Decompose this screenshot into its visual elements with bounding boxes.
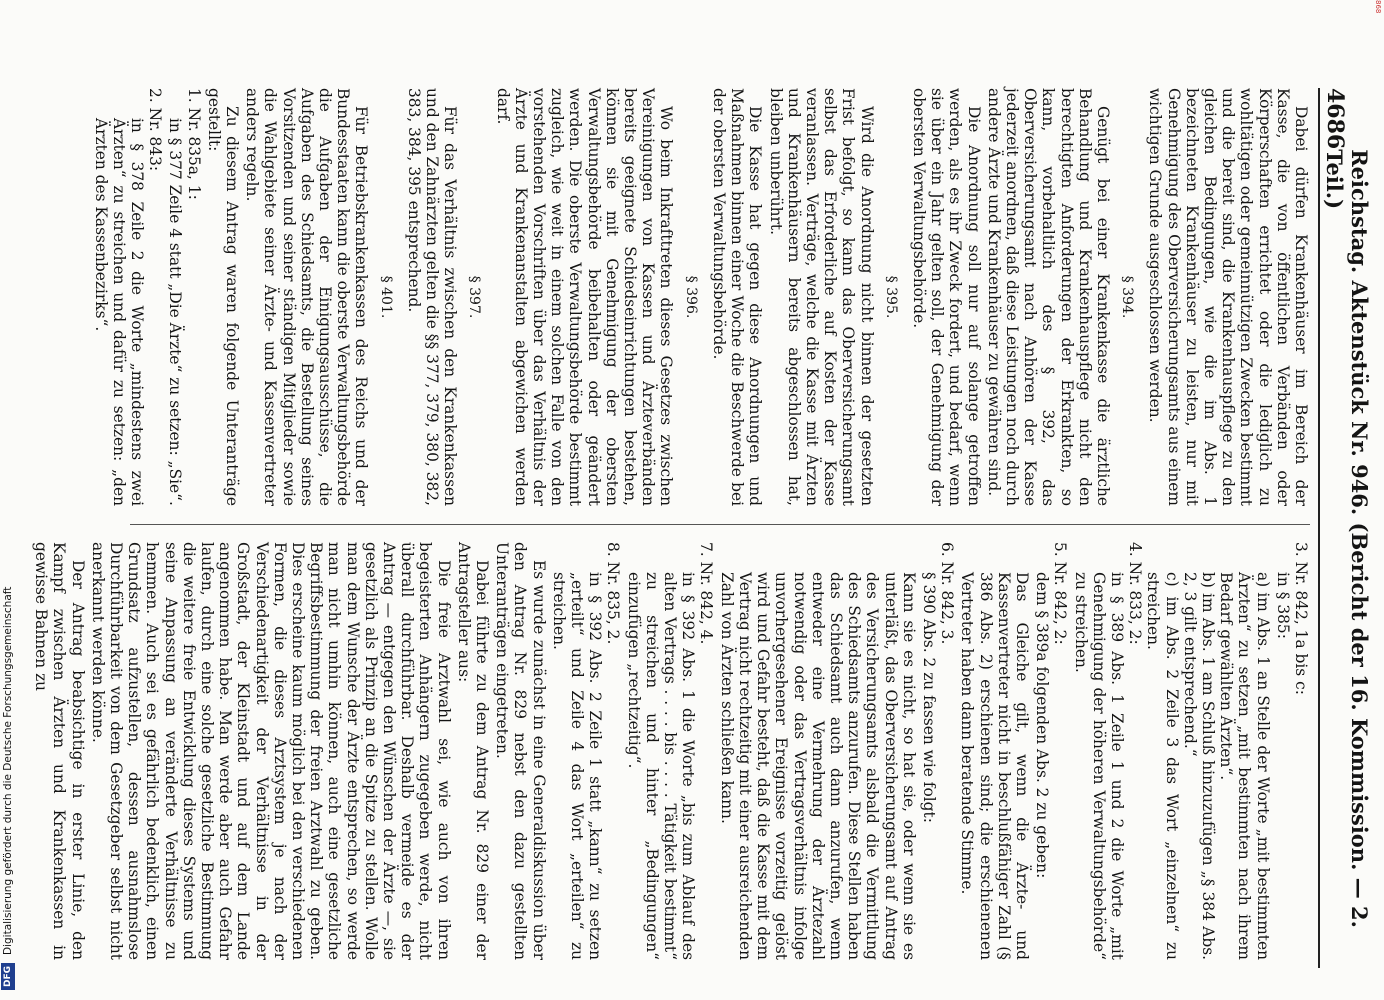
text-paragraph: 1. Nr. 835a, 1: — [184, 88, 203, 200]
page-stamp: 868 — [1374, 0, 1382, 14]
text-paragraph: in § 389 Abs. 1 Zeile 1 und 2 die Worte „mit Genehmigung der höheren Verwaltungsbehörde“ zu streichen. — [1071, 572, 1126, 960]
text-paragraph: § 390 Abs. 2 zu fassen wie folgt: — [919, 572, 938, 823]
digitization-footer — [0, 0, 16, 990]
text-paragraph: c) im Abs. 2 Zeile 3 das Wort „einzelnen“ zu streichen. — [1144, 572, 1181, 960]
text-paragraph: Für das Verhältnis zwischen den Krankenkassen und den Zahnärzten gelten die §§ 377, 379, 380, 382, 383, 384, 395 entsprechend. — [404, 88, 460, 506]
text-paragraph: 4. Nr. 833, 2: — [1126, 542, 1145, 645]
text-paragraph: 8. Nr. 835, 2. — [604, 542, 623, 645]
text-paragraph: dem § 389a folgenden Abs. 2 zu geben: — [1033, 572, 1052, 879]
section-heading: § 396. — [682, 275, 699, 319]
text-paragraph: Es wurde zunächst in eine Generaldiskussion über den Antrag Nr. 829 nebst den dazu gestellten Unteranträgen eingetreten. — [493, 542, 548, 960]
text-paragraph: in § 385: — [1273, 572, 1292, 639]
text-paragraph: Kann sie es nicht, so hat sie, oder wenn sie es unterläßt, das Oberversicherungsamt auf Antrag des Versicherungsamts alsbald die Vermittlung des Schiedsamts anzurufen. Diese Stellen haben das Schiedsamt auch dann anzurufen, wenn entweder eine Vermehrung der Ärztezahl notwendig oder das Vertragsverhältnis infolge unvorhergesehener Ereignisse vorzeitig gelöst wird und Gefahr besteht, daß die Kasse mit dem Vertrag nicht rechtzeitig mit einer ausreichenden Zahl von Ärzten schließen kann. — [717, 572, 918, 960]
section-heading: § 394. — [1119, 275, 1136, 319]
text-paragraph: in § 378 Zeile 2 die Worte „mindestens zwei Ärzten“ zu streichen und dafür zu setzen: „den Ärzten des Kassenbezirks“. — [91, 118, 147, 506]
text-paragraph: b) im Abs. 1 am Schluß hinzuzufügen „§ 384 Abs. 2, 3 gilt entsprechend.“ — [1180, 572, 1217, 960]
text-paragraph: Wo beim Inkrafttreten dieses Gesetzes zwischen Vereinigungen von Kassen und Ärzteverbänden bereits geeignete Schiedseinrichtungen bestehen, können sie mit Genehmigung der obersten Verwaltungsbehörde beibehalten oder geändert werden. Die oberste Verwaltungsbehörde bestimmt zugleich, wie weit in einem solchen Falle von den vorstehenden Vorschriften über das Verhältnis der Ärzte und Krankenanstalten abgewichen werden darf. — [493, 88, 676, 506]
text-paragraph: in § 392 Abs. 1 die Worte „bis zum Ablauf des alten Vertrags . . . . bis . . . . Tätigkeit bestimmt“ zu streichen und hinter „Bedingungen“ einzufügen „rechtzeitig“. — [624, 572, 698, 960]
text-paragraph: Genügt bei einer Krankenkasse die ärztliche Behandlung und Krankenhauspflege nicht den berechtigten Anforderungen der Erkrankten, so kann, vorbehaltlich des § 392, das Oberversicherungsamt nach Anhören der Kasse jederzeit anordnen, daß diese Leistungen noch durch andere Ärzte und Krankenhäuser zu gewähren sind. — [984, 88, 1112, 506]
page-title: Reichstag. Aktenstück Nr. 946. (Bericht der 16. Kommission. — 2. Teil.) — [1322, 149, 1372, 928]
text-paragraph: Dabei führte zu dem Antrag Nr. 829 einer der Antragsteller aus: — [454, 542, 492, 960]
text-paragraph: 7. Nr. 842, 4. — [697, 542, 716, 645]
text-paragraph: Die Anordnung soll nur auf solange getroffen werden, als es ihr Zweck fordert, und bedarf, wenn sie über ein Jahr gelten soll, der Genehmigung der obersten Verwaltungsbehörde. — [909, 88, 983, 506]
dfg-logo: DFG — [1, 963, 15, 990]
column-divider — [130, 524, 1310, 525]
section-heading: § 397. — [466, 275, 483, 319]
text-paragraph: Der Antrag beabsichtige in erster Linie, den Kampf zwischen Ärzten und Krankenkassen in gewisse Bahnen zu — [32, 542, 87, 960]
text-paragraph: Für Betriebskrankenkassen des Reichs und der Bundesstaaten kann die oberste Verwaltungsbehörde die Aufgaben der Einigungsausschüsse, die Aufgaben des Schiedsamts, die Bestellung seines Vorsitzenden und seiner ständigen Mitglieder sowie die Wahlgebiete seiner Ärzte- und Kassenvertreter anders regeln. — [243, 88, 371, 506]
text-paragraph: in § 377 Zeile 4 statt „Die Ärzte“ zu setzen: „Sie“. — [166, 118, 185, 506]
text-paragraph: Die Kasse hat gegen diese Anordnungen und Maßnahmen binnen einer Woche die Beschwerde bei der obersten Verwaltungsbehörde. — [709, 88, 765, 506]
text-paragraph: Die freie Arztwahl sei, wie auch von ihren begeisterten Anhängern zugegeben werde, nicht überall durchführbar. Deshalb vermeide es der Antrag — entgegen den Wünschen der Ärzte —, sie gesetzlich als Prinzip an die Spitze zu stellen. Wolle man dem Wunsche der Ärzte entsprechen, so werde man nicht umhin können, auch eine gesetzliche Begriffsbestimmung der freien Arztwahl zu geben. Dies erscheine kaum möglich bei den verschiedenen Formen, die dieses Arztsystem je nach der Verschiedenartigkeit der Verhältnisse in der Großstadt, der Kleinstadt und auf dem Lande angenommen habe. Man werde aber auch Gefahr laufen, durch eine solche gesetzliche Bestimmung die weitere freie Entwicklung dieses Systems und seine Anpassung an veränderte Verhältnisse zu hemmen. Auch sei es gefährlich bedenklich, einen Grundsatz aufzustellen, dessen ausnahmslose Durchführbarkeit von dem Gesetzgeber selbst nicht anerkannt werden könne. — [88, 542, 453, 960]
text-paragraph: Wird die Anordnung nicht binnen der gesetzten Frist befolgt, so kann das Oberversicherungsamt selbst das Erforderliche auf Kosten der Kasse veranlassen. Verträge, welche die Kasse mit Ärzten und Krankenhäusern bereits abgeschlossen hat, bleiben unberührt. — [766, 88, 876, 506]
text-paragraph: 2. Nr. 843: — [146, 88, 165, 172]
page-header — [1318, 88, 1372, 968]
text-paragraph: Zu diesem Antrag waren folgende Unteranträge gestellt: — [204, 88, 242, 506]
rotated-scan — [32, 88, 1380, 968]
text-paragraph: Das Gleiche gilt, wenn die Ärzte- und Kassenvertreter nicht in beschlußfähiger Zahl (§ 386 Abs. 2) erschienen sind; die erschienenen Vertreter haben dann beratende Stimme. — [958, 572, 1031, 960]
text-paragraph: 6. Nr. 842, 3. — [938, 542, 957, 645]
footer-text: Digitalisierung gefördert durch die Deutsche Forschungsgemeinschaft — [2, 586, 14, 955]
section-heading: § 395. — [882, 275, 899, 319]
text-paragraph: 3. Nr. 842, 1a bis c: — [1292, 542, 1310, 695]
text-paragraph: 5. Nr. 842, 2: — [1051, 542, 1070, 645]
text-paragraph: Dabei dürfen Krankenhäuser im Bereich der Kasse, die von öffentlichen Verbänden oder Körperschaften errichtet oder die lediglich zu wohltätigen oder gemeinnützigen Zwecken bestimmt und die bereit sind, die Krankenhauspflege zu den gleichen Bedingungen, wie die im Abs. 1 bezeichneten Krankenhäuser zu leisten, nur mit Genehmigung des Oberversicherungsamts aus einem wichtigen Grunde ausgeschlossen werden. — [1146, 88, 1310, 506]
section-heading: § 401. — [377, 275, 394, 319]
text-paragraph: a) im Abs. 1 an Stelle der Worte „mit bestimmten Ärzten“ zu setzen „mit bestimmten nach ihrem Bedarf gewählten Ärzten“. — [1217, 572, 1272, 960]
right-column — [32, 542, 1310, 960]
page-number: 4686 — [1322, 88, 1348, 150]
left-column — [91, 88, 1310, 506]
text-paragraph: in § 392 Abs. 2 Zeile 1 statt „kann“ zu setzen „erteilt“ und Zeile 4 das Wort „erteilen“ zu streichen. — [549, 572, 605, 960]
